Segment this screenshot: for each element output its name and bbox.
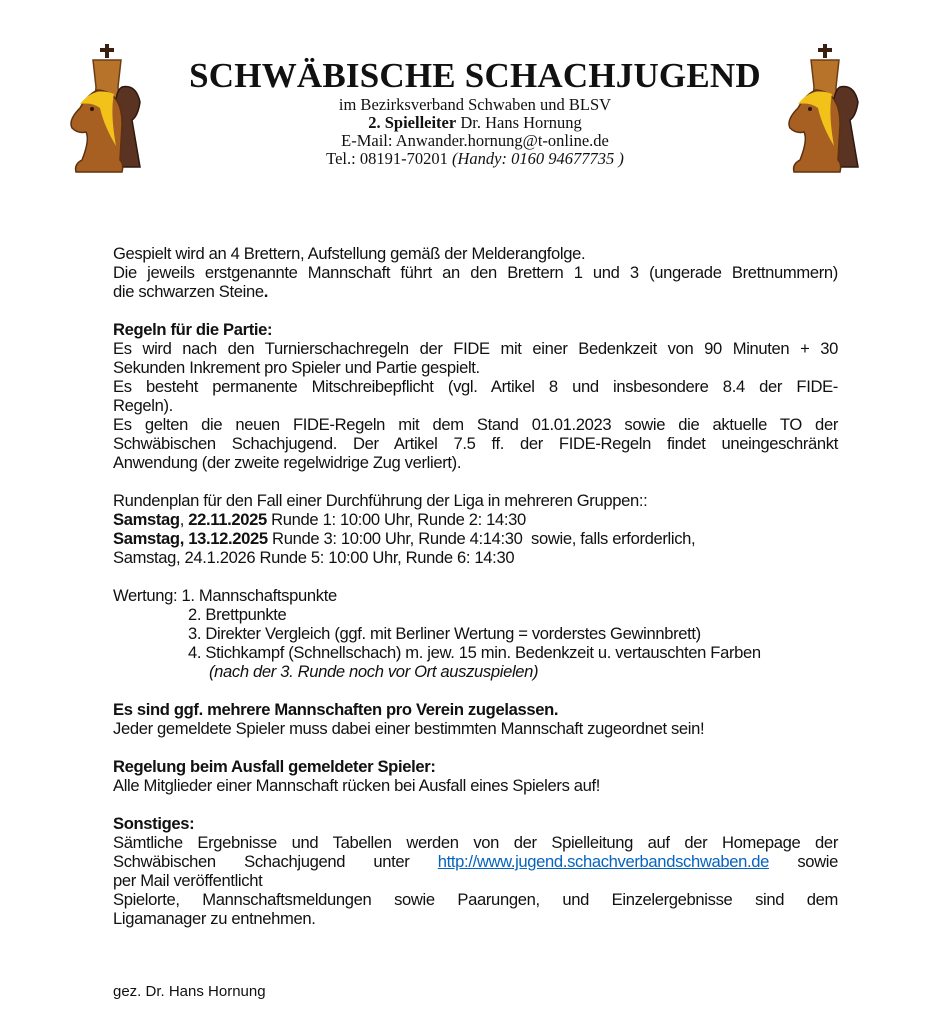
- text-segment: .: [263, 282, 268, 301]
- text-segment: Schwäbischen Schachjugend. Der Artikel 7.5 ff. der FIDE-Regeln findet uneingeschränkt: [113, 434, 838, 453]
- text-line: [113, 377, 838, 396]
- text-segment: im Bezirksverband Schwaben und BLSV: [338, 95, 612, 114]
- text-line: [113, 339, 838, 358]
- text-segment: Es sind ggf. mehrere Mannschaften pro Verein zugelassen.: [113, 700, 559, 719]
- text-line: [113, 510, 838, 529]
- text-segment: Sekunden Inkrement pro Spieler und Partie gespielt.: [113, 358, 480, 377]
- text-line: [113, 624, 838, 643]
- chess-pieces-logo-icon: [60, 42, 160, 182]
- text-segment: Samstag, 24.1.2026 Runde 5: 10:00 Uhr, Runde 6: 14:30: [113, 548, 515, 567]
- text-segment: Regelung beim Ausfall gemeldeter Spieler:: [113, 757, 436, 776]
- text-line: [113, 757, 838, 776]
- text-segment: 22.11.2025: [188, 510, 267, 529]
- text-line: [113, 776, 838, 795]
- spacer: [113, 681, 838, 700]
- text-line: [113, 491, 838, 510]
- text-segment: (Handy: 0160 94677735 ): [451, 149, 624, 168]
- spacer: [113, 301, 838, 320]
- text-line: [113, 263, 838, 282]
- text-segment: E-Mail: Anwander.hornung@t-online.de: [341, 131, 609, 150]
- text-segment: Ligamanager zu entnehmen.: [113, 909, 316, 928]
- text-line: [113, 358, 838, 377]
- header-line: [150, 114, 800, 132]
- text-line: [113, 662, 838, 681]
- header-line: [150, 96, 800, 114]
- text-segment: Tel.: 08191-70201: [326, 149, 452, 168]
- text-segment: Samstag, 13.12.2025: [113, 529, 268, 548]
- text-line: [113, 909, 838, 928]
- text-line: [113, 529, 838, 548]
- spacer: [113, 738, 838, 757]
- text-segment: Es besteht permanente Mitschreibepflicht (vgl. Artikel 8 und insbesondere 8.4 der FIDE-: [113, 377, 838, 396]
- text-segment: Anwendung (der zweite regelwidrige Zug verliert).: [113, 453, 462, 472]
- header-line: [150, 150, 800, 168]
- text-line: [113, 282, 838, 301]
- text-line: [113, 434, 838, 453]
- text-segment: Gespielt wird an 4 Brettern, Aufstellung gemäß der Melderangfolge.: [113, 244, 586, 263]
- spacer: [113, 472, 838, 491]
- text-segment: Runde 1: 10:00 Uhr, Runde 2: 14:30: [266, 510, 526, 529]
- signature: gez. Dr. Hans Hornung: [113, 983, 266, 1000]
- text-segment: Alle Mitglieder einer Mannschaft rücken bei Ausfall eines Spielers auf!: [113, 776, 601, 795]
- homepage-link[interactable]: http://www.jugend.schachverbandschwaben.de: [437, 852, 770, 871]
- text-line: [113, 833, 838, 852]
- text-line: [113, 871, 838, 890]
- text-line: [113, 643, 838, 662]
- text-segment: Dr. Hans Hornung: [456, 113, 582, 132]
- text-line: [113, 320, 838, 339]
- page-title: SCHWÄBISCHE SCHACHJUGEND: [189, 56, 761, 95]
- text-segment: per Mail veröffentlicht: [113, 871, 263, 890]
- text-segment: 3. Direkter Vergleich (ggf. mit Berliner Wertung = vorderstes Gewinnbrett): [188, 624, 701, 643]
- text-line: [113, 700, 838, 719]
- spacer: [113, 795, 838, 814]
- text-line: [113, 548, 838, 567]
- text-segment: Regeln für die Partie:: [113, 320, 273, 339]
- text-line: [113, 415, 838, 434]
- text-segment: Wertung: 1. Mannschaftspunkte: [113, 586, 337, 605]
- text-line: [113, 453, 838, 472]
- text-segment: Samstag: [113, 510, 180, 529]
- text-segment: Sonstiges:: [113, 814, 195, 833]
- text-segment: ,: [179, 510, 189, 529]
- text-segment: Es wird nach den Turnierschachregeln der FIDE mit einer Bedenkzeit von 90 Minuten + 30: [113, 339, 838, 358]
- text-segment: 4. Stichkampf (Schnellschach) m. jew. 15 min. Bedenkzeit u. vertauschten Farben: [188, 643, 761, 662]
- text-line: [113, 605, 838, 624]
- text-segment: Sämtliche Ergebnisse und Tabellen werden von der Spielleitung auf der Homepage der: [113, 833, 838, 852]
- text-line: [113, 396, 838, 415]
- text-segment: (nach der 3. Runde noch vor Ort auszuspielen): [209, 662, 539, 681]
- text-line: [113, 814, 838, 833]
- text-line: [113, 719, 838, 738]
- text-segment: die schwarzen Steine: [113, 282, 264, 301]
- text-segment: 2. Spielleiter: [368, 113, 457, 132]
- text-segment: 2. Brettpunkte: [188, 605, 287, 624]
- text-line: [113, 244, 838, 263]
- text-segment: Rundenplan für den Fall einer Durchführung der Liga in mehreren Gruppen::: [113, 491, 648, 510]
- text-segment: Runde 3: 10:00 Uhr, Runde 4:14:30 sowie, falls erforderlich,: [267, 529, 696, 548]
- spacer: [113, 567, 838, 586]
- text-segment: Jeder gemeldete Spieler muss dabei einer bestimmten Mannschaft zugeordnet sein!: [113, 719, 705, 738]
- text-line: [113, 852, 838, 871]
- text-segment: Es gelten die neuen FIDE-Regeln mit dem Stand 01.01.2023 sowie die aktuelle TO der: [113, 415, 838, 434]
- text-segment: Die jeweils erstgenannte Mannschaft führt an den Brettern 1 und 3 (ungerade Brettnummern): [113, 263, 838, 282]
- text-segment: Regeln).: [113, 396, 173, 415]
- text-segment: Spielorte, Mannschaftsmeldungen sowie Paarungen, und Einzelergebnisse sind dem: [113, 890, 838, 909]
- document-body: [113, 244, 838, 928]
- header-line: [150, 132, 800, 150]
- text-line: [113, 586, 838, 605]
- text-segment: Schwäbischen Schachjugend unter: [113, 852, 438, 871]
- text-line: [113, 890, 838, 909]
- text-segment: sowie: [769, 852, 838, 871]
